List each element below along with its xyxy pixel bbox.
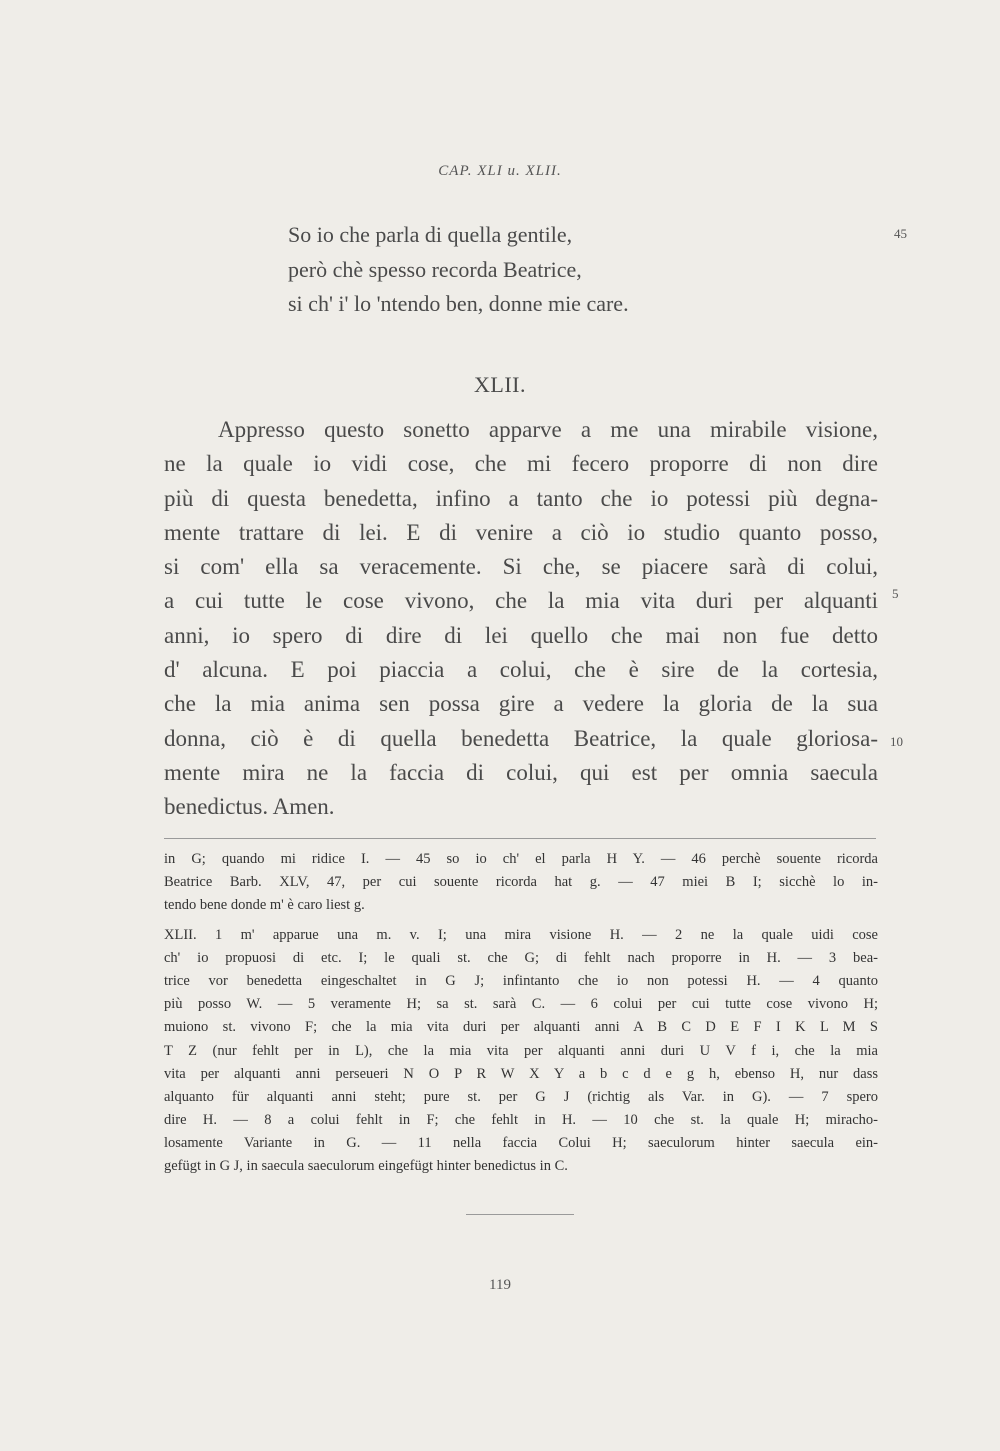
verse-line: però chè spesso recorda Beatrice, xyxy=(288,256,582,282)
note-line: vita per alquanti anni perseueri N O P R W X Y a b c d e g h, ebenso H, nur dass xyxy=(164,1065,878,1082)
prose-line: anni, io spero di dire di lei quello che mai non fue detto xyxy=(164,622,878,648)
variant-notes xyxy=(164,848,878,1179)
prose-line: mente mira ne la faccia di colui, qui est per omnia saecula xyxy=(164,759,878,785)
prose-line-number-5: 5 xyxy=(892,586,899,601)
note-line: ch' io propuosi di etc. I; le quali st. che G; di fehlt nach proporre in H. — 3 bea- xyxy=(164,949,878,966)
prose-line-number-10: 10 xyxy=(890,734,903,749)
verse-line-number: 45 xyxy=(894,226,907,241)
prose-line: si com' ella sa veracemente. Si che, se piacere sarà di colui, xyxy=(164,554,878,580)
page-number: 119 xyxy=(489,1277,511,1293)
prose-line: Appresso questo sonetto apparve a me una mirabile visione, xyxy=(218,417,878,442)
note-line: tendo bene donde m' è caro liest g. xyxy=(164,897,365,914)
prose-line: ne la quale io vidi cose, che mi fecero proporre di non dire xyxy=(164,451,878,477)
note-line: Beatrice Barb. XLV, 47, per cui souente ricorda hat g. — 47 miei B I; sicchè lo in- xyxy=(164,874,878,891)
note-line: T Z (nur fehlt per in L), che la mia vita per alquanti anni duri U V f i, che la mia xyxy=(164,1042,878,1059)
end-rule xyxy=(466,1214,574,1215)
prose-line: d' alcuna. E poi piaccia a colui, che è sire de la cortesia, xyxy=(164,657,878,683)
notes-divider xyxy=(164,838,876,839)
prose-line: a cui tutte le cose vivono, che la mia vita duri per alquanti xyxy=(164,588,878,614)
note-line: dire H. — 8 a colui fehlt in F; che fehlt in H. — 10 che st. la quale H; miracho- xyxy=(164,1112,878,1129)
chapter-text xyxy=(164,413,878,825)
note-line: XLII. 1 m' apparue una m. v. I; una mira visione H. — 2 ne la quale uidi cose xyxy=(164,926,878,943)
prose-line: più di questa benedetta, infino a tanto che io potessi più degna- xyxy=(164,485,878,511)
running-head: CAP. XLI u. XLII. xyxy=(438,163,562,179)
chapter-number: XLII. xyxy=(474,372,526,397)
verse-line: si ch' i' lo 'ntendo ben, donne mie care. xyxy=(288,291,629,316)
prose-line: che la mia anima sen possa gire a vedere la gloria de la sua xyxy=(164,691,878,717)
note-line: più posso W. — 5 veramente H; sa st. sarà C. — 6 colui per cui tutte cose vivono H; xyxy=(164,996,878,1013)
prose-line: donna, ciò è di quella benedetta Beatrice, la quale gloriosa- xyxy=(164,725,878,751)
prose-line: mente trattare di lei. E di venire a ciò io studio quanto posso, xyxy=(164,519,878,545)
note-line: losamente Variante in G. — 11 nella faccia Colui H; saeculorum hinter saecula ein- xyxy=(164,1135,878,1152)
verse-block xyxy=(288,218,848,322)
verse-line: So io che parla di quella gentile, xyxy=(288,222,573,247)
note-line: trice vor benedetta eingeschaltet in G J; infintanto che io non potessi H. — 4 quanto xyxy=(164,972,878,989)
note-line: in G; quando mi ridice I. — 45 so io ch' el parla H Y. — 46 perchè souente ricorda xyxy=(164,851,878,867)
note-line: gefügt in G J, in saecula saeculorum eingefügt hinter benedictus in C. xyxy=(164,1158,568,1175)
prose-line: benedictus. Amen. xyxy=(164,794,335,820)
note-line: alquanto für alquanti anni steht; pure st. per G J (richtig als Var. in G). — 7 spero xyxy=(164,1088,878,1105)
note-line: muiono st. vivono F; che la mia vita duri per alquanti anni A B C D E F I K L M S xyxy=(164,1019,878,1036)
